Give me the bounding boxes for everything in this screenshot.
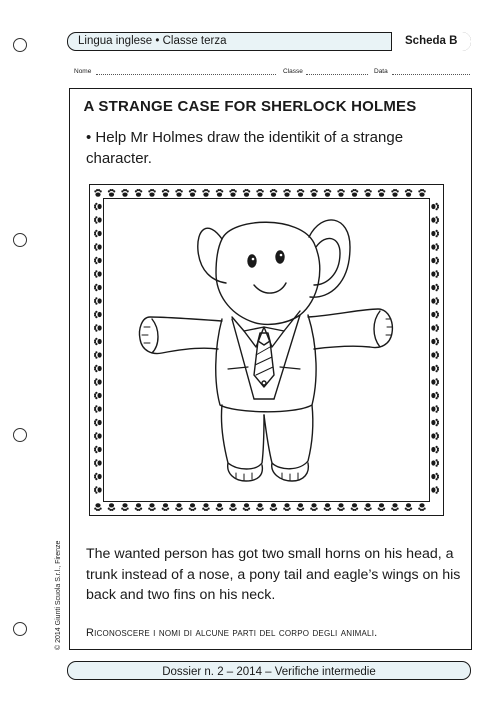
sheet-label: Scheda B (405, 35, 458, 47)
paw-print-icon (94, 338, 102, 346)
paw-print-icon (310, 189, 318, 197)
paw-print-icon (297, 189, 305, 197)
paw-print-icon (351, 189, 359, 197)
paw-print-icon (405, 503, 413, 511)
paw-print-icon (431, 297, 439, 305)
paw-print-icon (364, 189, 372, 197)
head (216, 222, 320, 324)
paw-print-icon (94, 365, 102, 373)
binder-hole (13, 233, 27, 247)
left-leg (221, 405, 264, 469)
paw-print-icon (216, 503, 224, 511)
paw-print-icon (431, 432, 439, 440)
binder-hole (13, 428, 27, 442)
paw-print-icon (243, 189, 251, 197)
paw-print-icon (431, 243, 439, 251)
paw-print-icon (431, 459, 439, 467)
paw-print-icon (94, 243, 102, 251)
paw-print-icon (94, 459, 102, 467)
paw-print-icon (162, 189, 170, 197)
button (262, 381, 266, 385)
name-field[interactable] (96, 74, 276, 75)
paw-print-icon (378, 189, 386, 197)
paw-print-icon (202, 503, 210, 511)
paw-print-icon (135, 503, 143, 511)
paw-print-icon (431, 230, 439, 238)
paw-print-icon (431, 378, 439, 386)
elephant-illustration (104, 199, 431, 503)
paw-print-icon (256, 503, 264, 511)
paw-print-icon (216, 189, 224, 197)
paw-print-icon (94, 324, 102, 332)
paw-print-icon (175, 189, 183, 197)
date-field[interactable] (392, 74, 470, 75)
paw-print-icon (391, 189, 399, 197)
paw-print-icon (431, 284, 439, 292)
paw-print-icon (431, 338, 439, 346)
paw-print-icon (94, 432, 102, 440)
paw-print-icon (270, 189, 278, 197)
paw-print-icon (94, 297, 102, 305)
paw-print-icon (310, 503, 318, 511)
paw-print-icon (283, 503, 291, 511)
copyright-credit: © 2014 Giunti Scuola S.r.l., Firenze (55, 540, 62, 650)
paw-print-icon (324, 189, 332, 197)
paw-print-icon (94, 486, 102, 494)
left-arm (139, 317, 222, 353)
paw-print-icon (378, 503, 386, 511)
right-leg (264, 405, 313, 469)
paw-print-icon (94, 392, 102, 400)
paw-print-icon (202, 189, 210, 197)
header-bar (67, 32, 471, 51)
paw-print-icon (324, 503, 332, 511)
subject-label: Lingua inglese • Classe terza (78, 35, 227, 47)
paw-print-icon (189, 189, 197, 197)
paw-print-icon (94, 203, 102, 211)
binder-hole (13, 622, 27, 636)
paw-print-icon (431, 216, 439, 224)
paw-print-icon (94, 473, 102, 481)
smile (254, 283, 286, 293)
paw-print-icon (94, 216, 102, 224)
description-text: The wanted person has got two small horns on his head, a trunk instead of a nose, a pony tail and eagle’s wings on his back and two fins on his neck. (86, 546, 461, 603)
paw-print-icon (229, 503, 237, 511)
paw-print-icon (431, 405, 439, 413)
paw-print-icon (162, 503, 170, 511)
paw-print-icon (431, 486, 439, 494)
paw-print-icon (283, 189, 291, 197)
paw-print-icon (431, 392, 439, 400)
paw-print-icon (391, 503, 399, 511)
binder-hole (13, 38, 27, 52)
paw-print-icon (229, 189, 237, 197)
date-label: Data (374, 68, 388, 75)
paw-print-icon (94, 257, 102, 265)
paw-print-icon (243, 503, 251, 511)
paw-print-icon (94, 405, 102, 413)
paw-print-icon (135, 189, 143, 197)
paw-print-icon (148, 503, 156, 511)
paw-print-icon (431, 324, 439, 332)
left-eye (248, 255, 256, 267)
paw-print-icon (405, 189, 413, 197)
paw-print-icon (431, 311, 439, 319)
paw-print-icon (431, 203, 439, 211)
paw-print-icon (337, 503, 345, 511)
paw-print-icon (94, 311, 102, 319)
paw-print-icon (108, 189, 116, 197)
footer-label: Dossier n. 2 – 2014 – Verifiche intermedie (162, 666, 376, 678)
paw-print-icon (337, 189, 345, 197)
paw-print-icon (94, 230, 102, 238)
paw-print-icon (431, 365, 439, 373)
paw-print-icon (94, 446, 102, 454)
paw-print-icon (431, 446, 439, 454)
footer-bar (67, 661, 471, 680)
name-label: Nome (74, 68, 92, 75)
instruction-text: • Help Mr Holmes draw the identikit of a strange character. (86, 129, 404, 167)
paw-print-icon (121, 189, 129, 197)
paw-print-icon (364, 503, 372, 511)
paw-print-icon (94, 378, 102, 386)
paw-print-icon (121, 503, 129, 511)
paw-print-icon (175, 503, 183, 511)
paw-print-icon (431, 270, 439, 278)
paw-print-icon (94, 284, 102, 292)
paw-print-icon (418, 503, 426, 511)
student-fields (74, 68, 472, 80)
paw-print-icon (297, 503, 305, 511)
paw-print-icon (351, 503, 359, 511)
paw-print-icon (256, 189, 264, 197)
paw-print-icon (94, 189, 102, 197)
drawing-area[interactable] (103, 198, 430, 502)
right-arm (308, 309, 392, 349)
paw-print-icon (270, 503, 278, 511)
paw-print-icon (431, 257, 439, 265)
paw-print-icon (94, 351, 102, 359)
paw-print-icon (94, 419, 102, 427)
paw-print-icon (431, 419, 439, 427)
class-label: Classe (283, 68, 303, 75)
paw-print-icon (431, 351, 439, 359)
left-ear (198, 228, 226, 283)
paw-print-icon (418, 189, 426, 197)
class-field[interactable] (306, 74, 368, 75)
paw-print-icon (94, 503, 102, 511)
paw-print-icon (148, 189, 156, 197)
worksheet-title: A STRANGE CASE FOR SHERLOCK HOLMES (83, 98, 417, 115)
paw-print-icon (94, 270, 102, 278)
right-eye (276, 251, 284, 263)
paw-print-icon (431, 473, 439, 481)
learning-objective: Riconoscere i nomi di alcune parti del corpo degli animali. (86, 627, 378, 639)
jacket (216, 315, 316, 412)
paw-print-icon (189, 503, 197, 511)
paw-print-icon (108, 503, 116, 511)
